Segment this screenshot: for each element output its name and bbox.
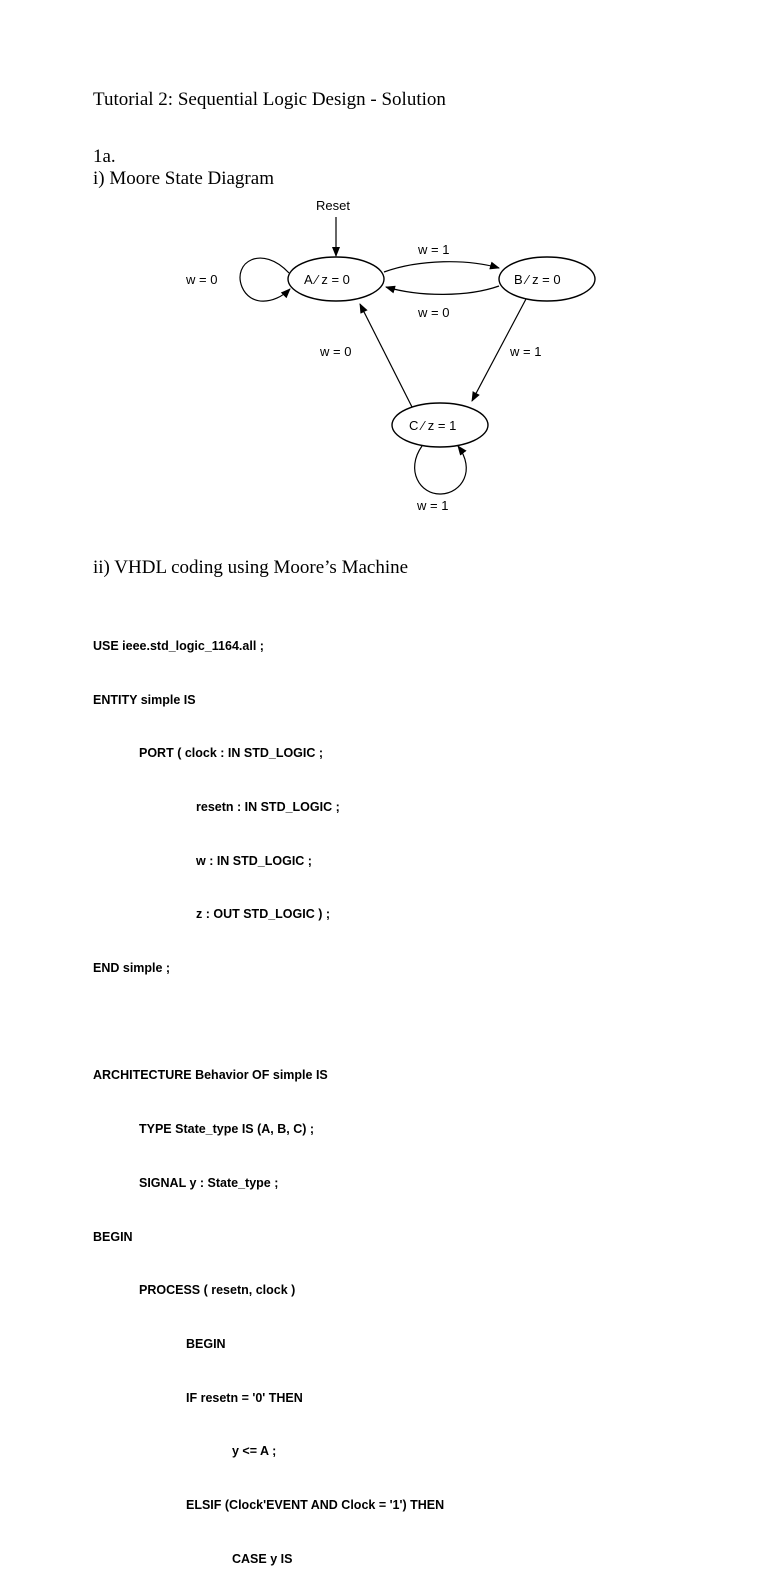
code-line: PROCESS ( resetn, clock ) [139,1283,296,1298]
moore-state-diagram [0,0,768,530]
code-line: w : IN STD_LOGIC ; [196,853,312,868]
question-number: 1a. [93,146,116,167]
section-heading-vhdl: ii) VHDL coding using Moore’s Machine [93,557,409,578]
transition-a-to-b-label: w = 1 [418,242,450,257]
transition-c-to-a [360,304,412,407]
transition-c-self-loop [415,446,467,494]
code-line: IF resetn = '0' THEN [186,1390,303,1405]
transition-b-to-a-label: w = 0 [418,305,450,320]
vhdl-code-block [93,602,444,1587]
section-heading-moore-diagram: i) Moore State Diagram [93,168,274,189]
reset-label: Reset [316,198,350,213]
code-line: PORT ( clock : IN STD_LOGIC ; [139,746,324,761]
transition-b-to-c-label: w = 1 [510,344,542,359]
state-c-label: C ⁄ z = 1 [409,418,457,433]
code-line: ARCHITECTURE Behavior OF simple IS [93,1068,328,1083]
code-line: ELSIF (Clock'EVENT AND Clock = '1') THEN [186,1498,445,1513]
code-line [93,1014,444,1032]
code-line: resetn : IN STD_LOGIC ; [196,799,340,814]
code-line: z : OUT STD_LOGIC ) ; [196,907,331,922]
state-a-label: A ⁄ z = 0 [304,272,350,287]
code-line: END simple ; [93,961,171,976]
code-line: BEGIN [93,1229,133,1244]
transition-a-to-b [384,262,499,272]
code-line: CASE y IS [232,1551,293,1566]
code-line: USE ieee.std_logic_1164.all ; [93,638,264,653]
code-line: TYPE State_type IS (A, B, C) ; [139,1122,315,1137]
transition-b-to-a [386,286,499,294]
code-line: y <= A ; [232,1444,277,1459]
document-title: Tutorial 2: Sequential Logic Design - Solution [93,89,446,110]
transition-a-self-loop [240,258,290,301]
code-line: SIGNAL y : State_type ; [139,1175,279,1190]
state-b-label: B ⁄ z = 0 [514,272,561,287]
transition-c-to-a-label: w = 0 [320,344,352,359]
transition-a-self-label: w = 0 [186,272,218,287]
code-line: BEGIN [186,1336,226,1351]
code-line: ENTITY simple IS [93,692,196,707]
transition-c-self-label: w = 1 [417,498,449,513]
